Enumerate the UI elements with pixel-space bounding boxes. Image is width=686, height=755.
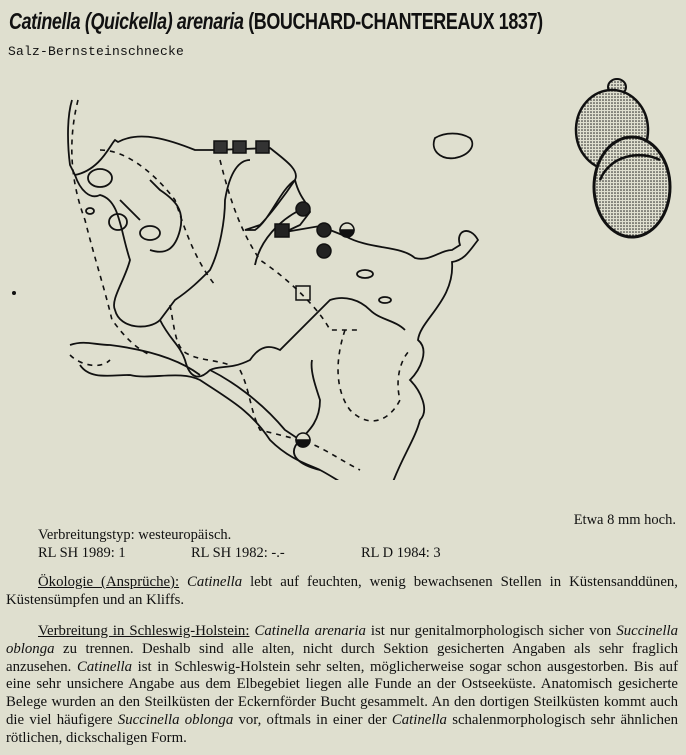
ecology-heading: Ökologie (Ansprüche): <box>38 574 180 590</box>
shell-illustration <box>560 75 675 240</box>
title-author: (BOUCHARD-CHANTEREAUX 1837) <box>248 8 543 34</box>
coastline <box>68 100 478 480</box>
distribution-type: Verbreitungstyp: westeuropäisch. <box>38 527 232 543</box>
ecology-paragraph: Ökologie (Ansprüche): Catinella lebt auf feuchten, wenig bewachsenen Stellen in Küstensanddünen, Küstensümpfen und an Kliffs. <box>6 574 678 608</box>
distribution-paragraph: Verbreitung in Schleswig-Holstein: Catinella arenaria ist nur genitalmorphologisch sicher von Succinella oblonga zu trennen. Deshalb sind alle alten, nicht durch Sektion gesicherten Angaben als sehr fraglich anzusehen. Catinella ist in Schleswig-Holstein sehr selten, möglicherweise sogar schon ausgestorben. Bis auf eine sehr unsichere Angabe aus dem Elbegebiet liegen alle Funde an der Ostseeküste. Anatomisch gesicherte Belege wurden an den Steilküsten der Eckernförder Bucht gesammelt. An den dortigen Steilküsten kommt auch die viel häufigere Succinella oblonga vor, oftmals in einer der Catinella schalenmorphologisch sehr ähnlichen rötlichen, dickschaligen Form. <box>6 623 678 746</box>
red-list-row <box>38 544 441 562</box>
page-title <box>9 8 543 35</box>
distribution-heading: Verbreitung in Schleswig-Holstein: <box>38 623 250 639</box>
size-note: Etwa 8 mm hoch. <box>573 512 676 528</box>
distribution-map <box>0 80 490 480</box>
red-list-d-1984: RL D 1984: 3 <box>361 545 441 561</box>
title-genus: Catinella <box>9 8 81 34</box>
common-name: Salz-Bernsteinschnecke <box>8 44 185 59</box>
title-subgenus: (Quickella) <box>84 8 173 34</box>
title-species: arenaria <box>176 8 244 34</box>
red-list-sh-1989: RL SH 1989: 1 <box>38 545 126 561</box>
red-list-sh-1982: RL SH 1982: -.- <box>191 545 285 561</box>
species-meta <box>38 526 441 562</box>
